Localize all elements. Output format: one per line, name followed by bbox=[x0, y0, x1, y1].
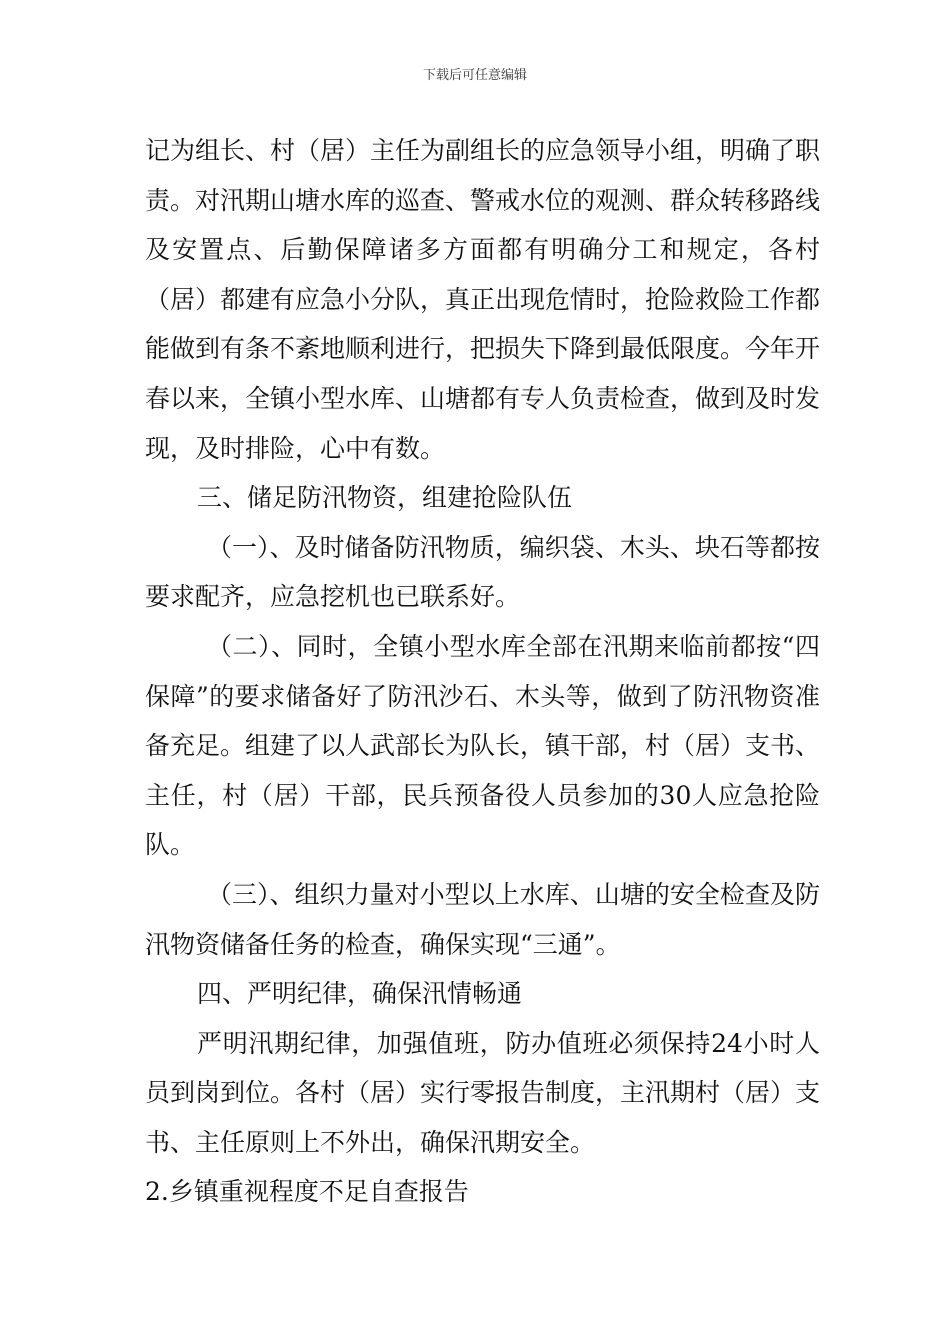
document-body bbox=[145, 126, 820, 1217]
page-header: 下载后可任意编辑 bbox=[422, 68, 527, 83]
section-heading-3: 三、储足防汛物资，组建抢险队伍 bbox=[197, 483, 573, 513]
document-title-next: 2.乡镇重视程度不足自查报告 bbox=[145, 1177, 469, 1207]
paragraph-item-1: （一）、及时储备防汛物质，编织袋、木头、块石等都按要求配齐，应急挖机也已联系好。 bbox=[145, 532, 820, 612]
paragraph-item-3: （三）、组织力量对小型以上水库、山塘的安全检查及防汛物资储备任务的检查，确保实现“三通”。 bbox=[145, 879, 820, 959]
paragraph-item-2: （二）、同时，全镇小型水库全部在汛期来临前都按“四保障”的要求储备好了防汛沙石、木头等，做到了防汛物资准备充足。组建了以人武部长为队长，镇干部，村（居）支书、主任，村（居）干部，民兵预备役人员参加的30人应急抢险队。 bbox=[145, 631, 821, 860]
section-heading-4: 四、严明纪律，确保汛情畅通 bbox=[197, 979, 523, 1009]
paragraph-discipline: 严明汛期纪律，加强值班，防办值班必须保持24小时人员到岗到位。各村（居）实行零报告制度，主汛期村（居）支书、主任原则上不外出，确保汛期安全。 bbox=[145, 1028, 821, 1157]
paragraph-leadership: 记为组长、村（居）主任为副组长的应急领导小组，明确了职责。对汛期山塘水库的巡查、警戒水位的观测、群众转移路线及安置点、后勤保障诸多方面都有明确分工和规定，各村（居）都建有应急小分队，真正出现危情时，抢险救险工作都能做到有条不紊地顺利进行，把损失下降到最低限度。今年开春以来，全镇小型水库、山塘都有专人负责检查，做到及时发现，及时排险，心中有数。 bbox=[145, 136, 821, 463]
